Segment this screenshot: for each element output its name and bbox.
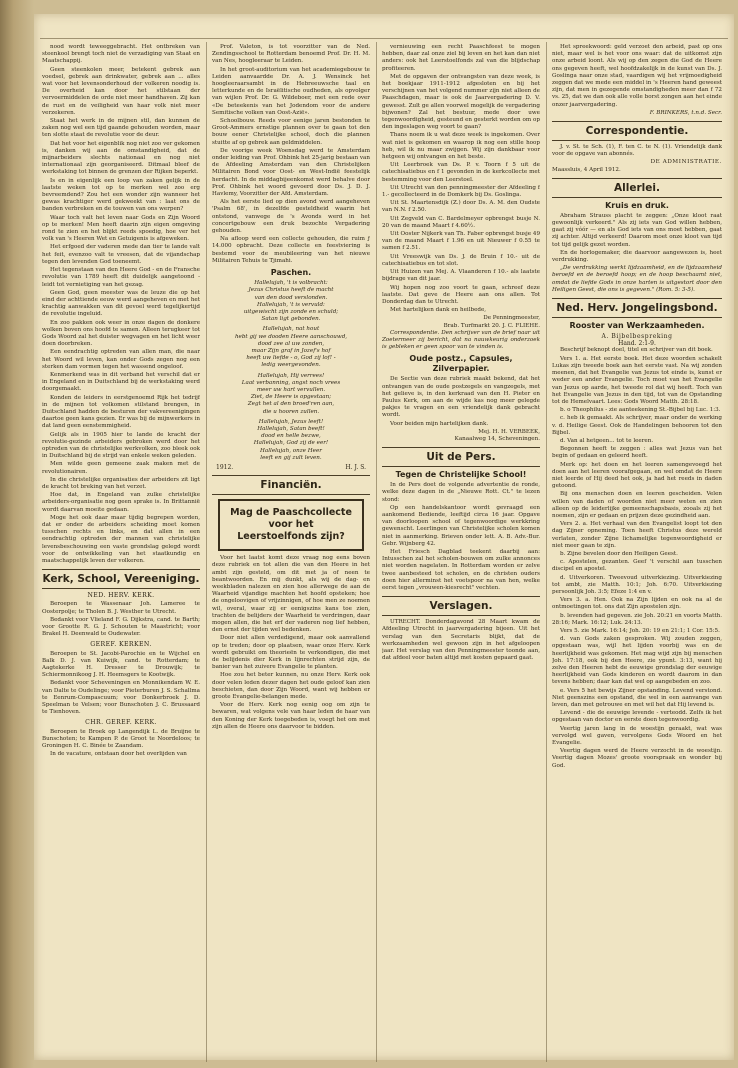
paragraph: Bedankt voor Scheveningen en Monnikendam W. E. van Dalte te Oudelinge; voor Pieterburen J. S. Schallma te Eenrum-Compascuum; voor Donkerbroek J. D. Speelman te Velsen; voor Bunschoten J. C. Brussaard te Tienhoven. <box>42 680 200 716</box>
paragraph: Uit St. Maartensdijk (Z.) door Ds. A. M. den Oudste van N.N. f 2.50. <box>382 200 540 214</box>
column-1 <box>42 44 200 1062</box>
paragraph: d. van Gods zaken gesproken. Wij zouden zeggen, opgestaan was, wijl het lijden voorbij was en de heerlijkheid was gekomen. Het mag wijd zijn bij menschen Joh. 17:18, ook bij den Heere, zie ypunt. 3:13, want hij zelve den Heeren hebt de eeuwige grondslag der eeuwige heerlijkheid van Gods kinderen en wordt daarom in dan tevens hebben; daar kan dat wel op aangebeden en zoo. <box>552 636 722 686</box>
poem-line: Hallelujah, 't is volbracht: <box>254 280 328 287</box>
paragraph: Beroepen te Broek op Langendijk L. de Bruijne te Bunschoten; te Kampen P. de Groot te Noordeloos; te Groningen H. C. Binée te Zaandam. <box>42 728 200 750</box>
column-3 <box>382 44 540 1062</box>
paragraph: Dat het voor het eigenblik nog niet zoo ver gekomen is, danken wij aan de omstandigheid, dat de mijnarbeiders slechts nationaal en nog niet internationaal zijn georganiseerd. Ditmaal bleef de werkstaking tot binnen de grenzen der Rijken beperkt. <box>42 140 200 176</box>
paragraph: Veertig dagen werd de Heere verzocht in de woestijn. Veertig dagen Mozes' groote voorspraak en wonder bij God. <box>552 748 722 769</box>
paragraph: Bedankt voor Vlieland F. G. Dijkstra, cand. te Barth; voor Grootte R. G. J. Schouten te Maastricht; voor Brakel H. Deenwald te Oudewater. <box>42 616 200 638</box>
poem-initials: H. J. S. <box>345 463 366 471</box>
section-title-pers: Uit de Pers. <box>382 447 540 467</box>
poem-line: Hallelujah, Hij verrees! <box>257 372 325 379</box>
paragraph: En de horlogemaker, die daarvoor aangewezen is, heet verdrukking. <box>552 249 722 264</box>
postzegels-sign: Mej. H. H. VERBEEK, <box>478 428 540 435</box>
rooster-title: Rooster van Werkzaamheden. <box>569 321 705 331</box>
paragraph: Een eendrachtig optreden van allen man, die naar het Woord wil leven, kan onder Gods zegen nog een sterken dam vormen tegen het wassend ongeloof. <box>42 349 200 370</box>
paragraph: Het erfgoed der vaderen mede dan tier te lande valt het feit, evenzoo valt te vreesen, dat de vijandschap tegen den levenden God toeneemt. <box>42 244 200 265</box>
paragraph: d. Van al hetgeen... tot te leeren. <box>560 437 654 444</box>
rooster-reference: Hand. 2:1-9. <box>618 340 656 348</box>
poem-line: Hallelujah, onze Heer <box>260 447 322 454</box>
paragraph: Vers 1. a. Het eerste boek. Het deze woorden schakelt Lukas zijn tweede boek aan het eerste vast. Na wij zonden meenen, dat het Evangelie van Jezus tot einde is, kunst er weder een ander Evangelie. Toch moet van het Evangelie van Jezus op aarde, het tweede rol dat wij heeft. Toch van het Evangelie van Jezus in den tijd, tot van de Opstanding tot de Hemelvaart. Lees: Gods Woord Matth. 28:18. <box>552 355 722 405</box>
postzegels-title: Oude postz., Capsules, Zilverpapier. <box>409 354 513 374</box>
paragraph: Door niet allen verdedigend, maar ook aanvallend op te treden; door op plaatsen, waar onze Herv. Kerk wordt gebruikt om theorieën te verkondigen, die met de belijdenis dier Kerk in lijnrechten strijd zijn, de banier van het zuivere Evangelie te planten. <box>212 635 370 671</box>
poem-stanza <box>212 326 370 369</box>
paragraph: UTRECHT. Donderdagavond 28 Maart kwam de Afdeeling Utrecht in jaarvergadering bijeen. Uit het verslag van den Secretaris blijkt, dat de werkzaamheden wel gewoon zijn in het afgeloopen jaar. Het verslag van den Penningmeester toonde aan, dat afdeel voor baten altijd met kosten gepaard gaat. <box>382 619 540 662</box>
paragraph: Op een handelskantoor wordt gevraagd een aankomend Bediende, leeftijd circa 16 jaar. Opgave van doorloopen school of tegenwoordige werkkring gewenscht. Leerlingen van Christelijke scholen komen niet in aanmerking. Brieven onder lett. A. B. Adv.-Bur. Gebr. Wijnberg 42. <box>382 504 540 547</box>
paragraph: Vers 3. a. Hen. Ook na Zijn lijden en ook na al de ontmoetingen tot. ons dat Zijn apostelen zijn. <box>552 597 722 611</box>
correspondentie-date: Maassluis, 4 April 1912. <box>552 166 621 173</box>
paragraph: d. Uitverkoren. Tweevoud uitverkiezing. Uitverkiezing tot ambt, zie Matth. 10:1; Joh. 6:70. Uitverkiezing persoonlijk Joh. 3:5; Efeze 1:4 en v. <box>552 574 722 595</box>
poem-title-paschen: Paschen. <box>270 268 312 278</box>
pers-subtitle: Tegen de Christelijke School! <box>395 470 527 480</box>
paragraph: Voor beiden mijn hartelijken dank. <box>390 420 489 427</box>
poem-line: die u hooren zullen. <box>262 408 320 415</box>
paragraph: Met de opgaven der ontvangsten van deze week, is het boekjaar 1911-1912 afgesloten en bij het verschijnen van het volgend nummer zijn niet alleen de Paaschdagen, maar is ook de Jaarvergadering D. V. gewesst. Zult ge allen voorwel mogelijk de vergadering bijwonen? Zal het bestuur, mede door uwe tegenwoordigheid, gesteund en gesterkt worden om op den ingeslagen weg voort te gaan? <box>382 73 540 131</box>
paragraph: Na afloop werd een collecte gehouden, die ruim ƒ 14.000 opbracht. Deze collecte en feestviering is bestemd voor de meubileering van het nieuwe Militairen Tehuis te Tjimahi. <box>212 236 370 264</box>
poem-line: Hallelujah, nat hout <box>262 326 320 333</box>
paragraph: Uit Utrecht van den penningmeester der Afdeeling f 1.- gecollecteerd in de Domkerk bij Ds. Goslinga. <box>382 184 540 199</box>
paragraph: Het Friesch Dagblad teekent daarbij aan: Intusschen zal het scholen-bouwen om zulke annonces niet worden nagelaten. In Rotterdam worden er zelve twee aanbesteed tot scholen, en de christen ouders doen hier allerminst het voetspoor na van hen, welke eerst tegen „vrouwen-kiesrecht" vechten. <box>382 548 540 591</box>
poem-line: van den dood verslonden. <box>254 294 328 301</box>
paragraph: Levend - die de eeuwige levende - verteodd. Zelfs ik het opgestaan van doctor en eerste doen tegenwoordig. <box>552 710 722 724</box>
poem-line: uitgewischt zijn zonde en schuld; <box>243 308 339 315</box>
paragraph: vernieuwing een recht Paaschfeest te mogen hebben, daar zal onze ziel bij leven en het kan dan niet anders: ook het Leerstoelfonds zal van die blijdschap profiteeren. <box>382 44 540 72</box>
section-title-jongelingsbond: Ned. Herv. Jongelingsbond. <box>552 298 722 318</box>
header-rule <box>40 38 728 39</box>
paragraph: Wij hopen nog zoo voort te gaan, schreef deze laatste. Dat geve de Heere aan ons allen. Tot Donderdag dan te Utrecht. <box>382 284 540 305</box>
poem-paschen <box>212 280 370 462</box>
paragraph: Men wilde geen gemeene zaak maken met de revolutionairen. <box>42 461 200 475</box>
paragraph: c. heb ik gemaakt. Als schrijver, maar onder de werking v. d. Heilige Geest. Ook de Handelingen behooren tot den Bijbel. <box>552 415 722 436</box>
paragraph: Uit Zegveld van C. Bardelmeyer opbrengst busje N. 20 van de maand Maart f 4.60½. <box>382 215 540 229</box>
paragraph: J. v. St. te Sch. (1), F. ten C. te N. (1). Vriendelijk dank voor de opgave van abonnés. <box>552 144 722 158</box>
paragraph: Hoe dat, in Engeland van zulke christelijke arbeiders-organisatie nog geen sprake is. In Brittannië wordt daarvan moeite gedaan. <box>42 492 200 513</box>
paragraph: Thans noem ik u wat deze week is ingekomen. Over wat niet is gekomen en waarop ik nog een stille hoop heb, wil ik nu maar zwijgen. Wij zijn dankbaar voor hetgeen wij ontvangen en het beste. <box>382 132 540 161</box>
paragraph: Het spreekwoord: geld verzoet den arbeid, past op ons niet, maar wel is het voor ons waar: dat de uitkomst zijn onze arbeid loont. Als wij op den zegen die God de Heere ons gegeven heeft, wel hoofdzakelijk in de kunst van Ds. J. Goslinga naar onze stad, vaardigen wij het vrijmoedigheid zeggen dat we mede een middel in 's Heeren hand geweest zijn, dat men in gezegende omstandigheden meer dan f 72 vs. 25, dat we dan ook alle volle borst zongen aan het einde onzer jaarvergadering. <box>552 44 722 108</box>
paragraph: In die christelijke organisaties der arbeiders zit ligt de kracht tot breking van het verzet. <box>42 476 200 490</box>
poem-line: leeft en gij zult leven. <box>260 454 322 461</box>
paragraph: En zoo pakken ook weer in onze dagen de donkere wolken boven ons hoofd te samen. Alleen terugkeer tot Gods Woord zal het duister wegvagen en het licht weer doen doorbreken. <box>42 319 200 348</box>
paragraph: Voor de Herv. Kerk nog eenig oog om zijn te bewaren, wat volgens vele van haar leden de haar van den Koning der Kerk toegebeden is, voegt het om met zijn allen de Heere ons daarvoor te bidden. <box>212 702 370 730</box>
paragraph: b. Zijne bevelen door den Heiligen Geest. <box>560 550 678 557</box>
paragraph: e. Vers 5 het bewijs Zijner opstanding. Levend verstond. Niet geenszins een opstand, die wel in een aanvange van leven, dan met getrouwe en met wil het dat Hij levend is. <box>552 687 722 709</box>
paragraph: In de Pers doet de volgende advertentie de ronde, welke deze dagen in de „Nieuwe Rott. Ct." te lezen stond: <box>382 482 540 503</box>
paragraph: De voorige week Woensdag werd te Amsterdam onder leiding van Prof. Ohbink het 25-jarig bestaan van de Afdeeling Amsterdam van den Christelijken Militairen Bond voor Oost- en West-Indië feestelijk herdacht. In de middagbijeenkomst werd behalve door Prof. Ohbink het woord gevoerd door Ds. J. D. J. Havlemy, Voorzitter der Afd. Amsterdam. <box>212 147 370 198</box>
poem-stanza <box>212 373 370 416</box>
section-title-financien: Financiën. <box>212 475 370 495</box>
poem-line: dood zee al uw zonden, <box>257 340 325 347</box>
paragraph: Geen God, geen meester was de leuze die op het eind der achttiende eeuw werd aangeheven en met het krachtig aanwakken van dit gevoel werd tegelijkertijd de revolutie ingeluid. <box>42 289 200 318</box>
paragraph: Merk op: het doen en het leeren samengevoegd het doen aan het leeren voorafgegaan, en wel omdat de Heere niet leerde of Hij deed het ook, ja had het reeds in daden getoond. <box>552 461 722 490</box>
ad-line: Leerstoelfonds zijn? <box>237 531 345 543</box>
leerstoelfonds-ad-box <box>218 499 364 551</box>
paragraph: nood wordt teweeggebracht. Het ontbreken van steenkool brengt toch niet de verzadiging van Staat en Maatschappij. <box>42 44 200 65</box>
correspondentie-note: Correspondentie. Den schrijver van de brief naar uit Zoetermeer zij bericht, dat na nauwkeurig onderzoek is gebleken er geen spoor van te vinden is. <box>382 329 540 351</box>
poem-stanza <box>212 419 370 462</box>
poem-line: Hallelujah, God zij de eer! <box>253 440 329 447</box>
paragraph: Beschrijf beknopt doel, titel en schrijver van dit boek. <box>560 347 713 354</box>
poem-signature <box>216 464 366 471</box>
column-4 <box>552 44 722 1062</box>
paragraph: Veertig jaren lang in de woestijn geraakt, wat was vervolgd wel gaven, vervolgens Gods Woord en het Evangelie. <box>552 725 722 747</box>
sign-line: Brab. Turfmarkt 20. J. C. FLIEHE. <box>443 322 540 329</box>
sign-role: De Penningmeester, <box>483 315 540 322</box>
column-2 <box>212 44 370 1062</box>
poem-line: Hallelujah, 't is vervuld: <box>257 301 325 308</box>
administratie-sign: DE ADMINISTRATIE. <box>650 159 722 166</box>
poem-line: Jezus Christus heeft de macht <box>248 287 334 294</box>
paragraph: Vers 5. zie Mark. 16:14; Joh. 20: 19 en 21:1; 1 Cor. 15:5. <box>560 628 720 634</box>
section-title-correspondentie: Correspondentie. <box>552 121 722 141</box>
paragraph: Uit Ooster Nijkerk van Th. Faber opbrengst busje 49 van de maand Maart f 1.96 en uit Nieuwer f 0.55 te samen f 2.51. <box>382 231 540 252</box>
page-fold-shadow <box>0 0 34 1068</box>
section-title-verslagen: Verslagen. <box>382 596 540 616</box>
poem-line: meer uw hart vervullen. <box>256 386 326 393</box>
column-rule-3 <box>546 42 547 1062</box>
paragraph: Prof. Valeton, is tot voorzitter van de Ned. Zendingsschool te Rotterdam benoemd Prof. Dr. H. M. van Nes, hoogleeraar te Leiden. <box>212 44 370 65</box>
paragraph: Als het eerste lied op dien avond werd aangeheven 'Psalm 68', in dezelfde gesteldheid waarin het ontstond, vanwege de 's Avonds werd in het concertgebouw een druk bezochte Vergadering gehouden. <box>212 199 370 235</box>
paragraph: c. Apostelen, gezanten. Geef 't verschil aan tusschen discipel en apostel. <box>552 559 722 573</box>
poem-line: Zegt het al den broed'ren aan, <box>247 401 335 408</box>
column-rule-2 <box>376 42 377 1062</box>
kruis-title: Kruis en druk. <box>605 200 669 210</box>
ad-line: Mag de Paaschcollecte <box>230 507 352 519</box>
paragraph: b. levenden had gegeven. zie Joh. 20:21 en voorts Matth. 28:16; Mark. 16:12; Luk. 24:13. <box>552 612 722 626</box>
paragraph: Konden de leiders in eerstgenoemd Rijk het tedrijf in de mijnen tot volkomen stilstand brengen, in Duitschland hadden de besturen der vakvereenigingen daartoe geen kans gezien. Er was bij de mijnwerkers in dat land geen eenstemmigheid. <box>42 394 200 430</box>
poem-year: 1912. <box>216 463 234 471</box>
poem-line: heeft uw liefde - o, God zij lof! - <box>246 355 336 362</box>
poem-line: Hallelujah, Jezus leeft! <box>258 418 324 425</box>
subheading-ned-herv: NED. HERV. KERK. <box>87 592 155 600</box>
paragraph: b. o Theophilus - zie aanteekening St.-Bijbel bij Luc. 1:3. <box>560 407 721 414</box>
paragraph: Met hartelijken dank en heilbede, <box>390 307 487 314</box>
subheading-geref: GEREF. KERKEN. <box>90 641 152 649</box>
column-rule-1 <box>206 42 207 1062</box>
paragraph: Beroepen te St. Jacobi-Parochie en te Wijchel en Balk D. J. van Kuiwijk, cand. te Rotterdam; te Aagtekerke H. Dresser te Drouwijk; te Schiermonnikoog J. H. Heemsgers te Kootwijk. <box>42 650 200 679</box>
section-title-kerk-school: Kerk, School, Vereeniging. <box>42 569 200 589</box>
paragraph: Vers 2. a. Het verhaal van den Evangelist loopt tot den dag Zijner opneming. Toen heeft Christus deze wereld verlaten, zonder Zijne lichamelijke tegenwoordigheid er niet meer gaan te zijn. <box>552 521 722 549</box>
paragraph: Beroepen te Wassenaar Joh. Lameree te Oosterpolje; te Tholen B. J. Westher te Utrecht. <box>42 601 200 615</box>
paragraph: Geen steenkolen meer, betekent gebrek aan voedsel, gebrek aan drinkwater, gebrek aan ... alles wat voor het levensonderhoud der volkeren noodig is. De overheid kan door het stilstaan der vervoermiddelen de orde niet meer handhaven. Zij kan de rust en de veiligheid van haar volk niet meer verzekeren. <box>42 66 200 116</box>
poem-line: dood en helle bezwe, <box>261 433 321 440</box>
paragraph: Bij ons menschen doen en leeren gescheiden. Velen willen van daden of woorden niet meer weten en zien alleen op de leiderlijke gemeenschapsbasis, zooals zij het noemen, zijn er gedaan en prijzen deze gezindheid aan. <box>552 491 722 519</box>
paragraph: Schoolbouw. Reeds voor eenige jaren bestonden te Groot-Ammers ernstige plannen over te gaan tot den bouw eener Christelijke school, doch die plannen stuitte af op gebrek aan geldmiddelen. <box>212 118 370 146</box>
poem-line: Ziet, de Heere is opgestaan; <box>250 394 332 401</box>
rooster-subtitle: A. Bijbelbespreking <box>601 333 673 341</box>
paragraph: Hoe zou het beter kunnen, nu onze Herv. Kerk ook door velen leden dezer dagen het oude geloof kan zien beschieten, dan door Zijn Woord, want wij hebben er groote Evangelie-belangen mede. <box>212 672 370 701</box>
paragraph: Gelijk als in 1905 hier te lande de kracht der revolutie-gezinde arbeiders gebroken werd door het optreden van de christelijke werkvolken, zoo bleek ook in Duitschland bij de strijd van enkele weken geleden. <box>42 431 200 460</box>
paragraph: Is en in eigenlijk een loop van zaken gelijk in de laatste weken tot op te merken wel zoo erg bevreemdend? Zou het een wonder zijn wanneer het gewas krachtiger werd gekweekt van : laat ons de banden verbreken en de touwen van ons werpen? <box>42 177 200 213</box>
paragraph: Uit Huizen van Mej. A. Vlaanderen f 10.- als laatste bijdrage van dit jaar. <box>382 269 540 283</box>
poem-line: Satan ligt gebonden. <box>261 316 321 323</box>
paragraph: Waar toch valt het leven naar Gods en Zijn Woord op te merken! Men heeft daarin zijn eigen omgeving rond te zien en het blijkt reeds spoedig, hoe ver het volk van 's Heeren Wet en Getuigenis is afgeweken. <box>42 214 200 243</box>
paragraph: In het groot-auditorium van het academiegebouw te Leiden aanvaardde Dr. A. J. Wensinck het hoogleeraarsambt in de Hebreeuwsche taal en letterkunde en de Israëlitische oudheden, als opvolger van wijlen Prof. Dr. G. Wildeboer, met een rede over «De beteekenis van het Jodendom voor de andere Semitische volken van Oost-Azië». <box>212 66 370 116</box>
paragraph: Moge het ook daar maar tijdig begrepen worden, dat er onder de arbeiders scheiding moet komen tusschen rechts en links, en dat allen in een eendrachtig optreden der mannen van christelijke levensbeschouwing een vaste grondslag gelegd wordt voor de ontwikkeling van het staatkundig en maatschappelijk leven der volkeren. <box>42 514 200 565</box>
paragraph: Begonnen heeft te zeggen : alles wat Jezus van het begin of gedaan en geleerd heeft. <box>552 446 722 460</box>
poem-line: ledig weergevonden. <box>261 362 321 369</box>
paragraph: Staat het werk in de mijnen stil, dan kunnen de zaken nog wel een tijd gaande gehouden worden, maar ten slotte staat de revolutie voor de deur. <box>42 118 200 139</box>
signature-brinkers: F. BRINKERS, t.n.d. Secr. <box>649 109 722 116</box>
poem-line: maar Zijn graf in Jozef's hof <box>251 347 331 354</box>
paragraph: Kenmerkend was in dit verband het verschil dat er in Engeland en in Duitschland bij de werkstaking werd doorgemaakt. <box>42 371 200 393</box>
paragraph: Het tegenstaan van den Heere God - en de Fransche revolutie van 1789 heeft dit duidelijk aangetoond - leidt tot vernietiging van het gezag. <box>42 267 200 288</box>
poem-line: hebt gij we dooden Heere aanschouwd, <box>234 333 348 340</box>
paragraph: Uit Vreeswijk van Ds. J. de Bruin f 10.- uit de catechisatiebus en tot slot. <box>382 253 540 267</box>
section-title-allerlei: Allerlei. <box>552 178 722 198</box>
paragraph: Abraham Strauss placht te zeggen: „Onze kloot raat gewoonlijk verkeerd." Als zij iets van God willen hebben, gaat zij vóór — en als God iets van ons moet hebben, gaat zij achter. Altijd verkeerd! Daarom moet onze kloot van tijd tot tijd gelijk gezet worden. <box>552 212 722 248</box>
paragraph: Uit Leerbroek van Ds. P. v. Toorn f 5 uit de catechisatiebus en f 1 gevonden in de kerkcollecte met bestemming voor den Leerstoel. <box>382 162 540 183</box>
col1-article <box>42 44 200 565</box>
paragraph: De Sectie van deze rubriek maakt bekend, dat het ontvangen van de oude postzegels en vangzegels, met het gelieve is, in den kerkraad van den H. Pieter en Paulus Kerk, om aan de wijde kas nog meer gelegde pakjes te vragen en een vriendelijk dank gebracht wordt. <box>382 376 540 419</box>
newspaper-page <box>34 14 734 1060</box>
paragraph: In de vacature, ontstaan door het overlijden van <box>50 751 187 758</box>
subheading-chr-geref: CHR. GEREF. KERK. <box>85 719 157 727</box>
paragraph: Voor het laatst komt deze vraag nog eens boven deze rubriek en tot allen die van den Heere in het ambt zijn gesteld, om dit met ja of neen te beantwoorden. En mij dunkt, als wij de dag- en weekbladen nalezen en zien hoe allerwege de aan de Waarheid vijandige machten het hoofd opsteken; hoe de ongeloovigen of vrijzinnigen, of hoe men ze noemen wil, overal, waar zij er eenigszins kans toe zien, trachten de belijders der Waarheid te verdringen, daar mogen allen, die het erf der vaderen nog lief hebben, den ernst der tijden wel bedenken. <box>212 555 370 634</box>
poem-stanza <box>212 280 370 323</box>
paragraph: „De verdrukking werkt lijdzaamheid, en de lijdzaamheid beroefd en de beroefd hoop; en de hoop beschaamt niet, omdat de liefde Gods in onze harten is uitgestort door den Heiligen Geest, die ons is gegeven." (Rom. 5: 3-5). <box>552 265 722 293</box>
poem-line: Hallelujah, Satan beeft! <box>257 425 325 432</box>
poem-line: Laat verbanning, angst noch vrees <box>241 379 341 386</box>
ad-line: voor het <box>268 519 314 531</box>
postzegels-address: Kanaalweg 14, Scheveningen. <box>454 435 540 442</box>
